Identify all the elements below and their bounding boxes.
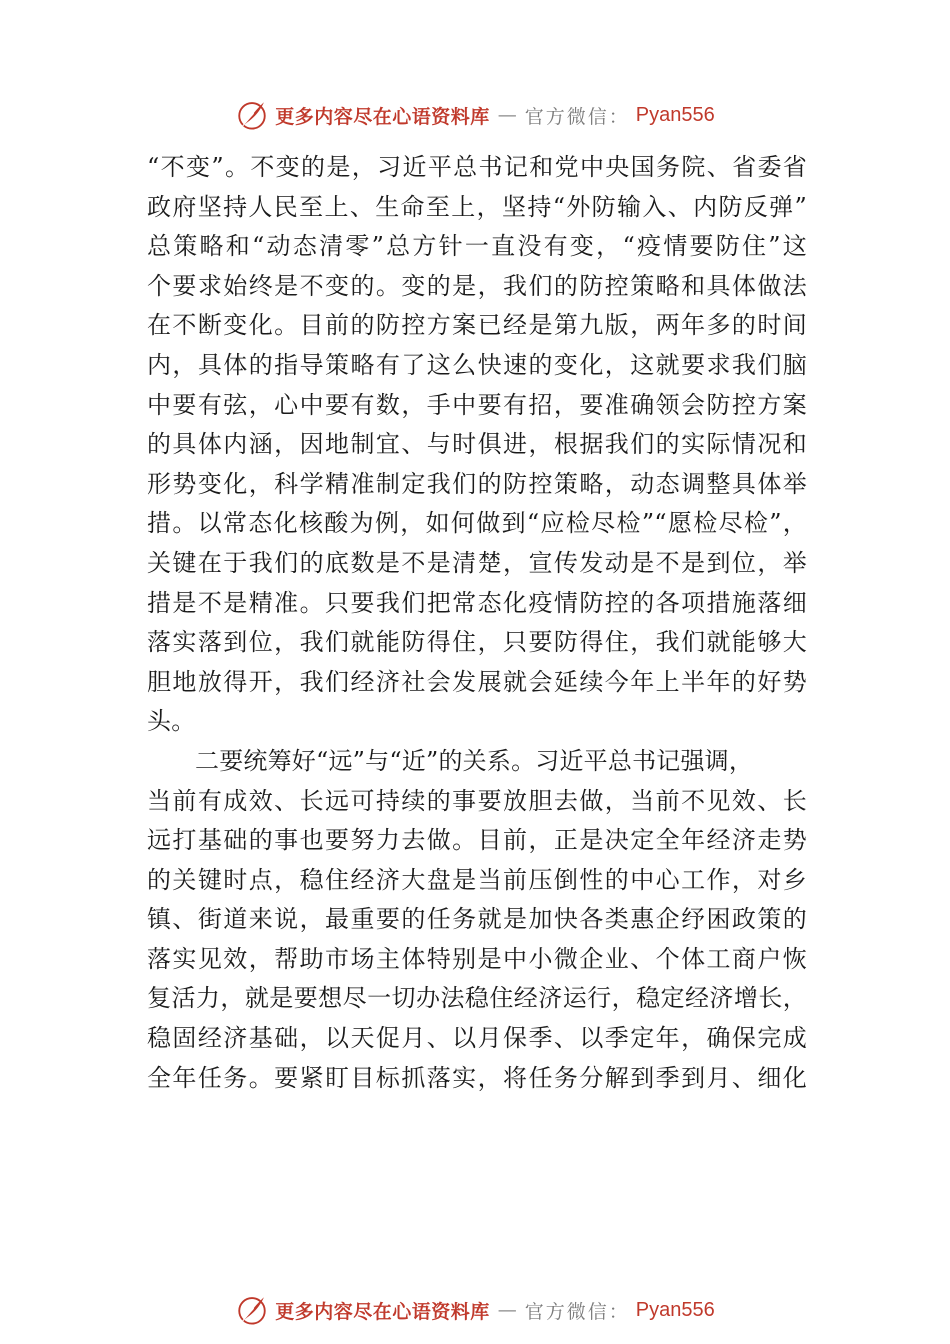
footer-banner-wechat-label: 官方微信： xyxy=(524,1300,630,1323)
body-line: 措是不是精准。只要我们把常态化疫情防控的各项措施落细 xyxy=(147,588,807,617)
body-line: 内，具体的指导策略有了这么快速的变化，这就要求我们脑 xyxy=(147,350,807,379)
body-line: 中要有弦，心中要有数，手中要有招，要准确领会防控方案 xyxy=(147,390,807,419)
body-line: 措。以常态化核酸为例，如何做到“应检尽检”“愿检尽检”， xyxy=(147,509,807,538)
body-line: 落实见效，帮助市场主体特别是中小微企业、个体工商户恢 xyxy=(147,944,807,973)
body-line: 全年任务。要紧盯目标抓落实，将任务分解到季到月、细化 xyxy=(147,1063,807,1092)
feather-pen-logo-icon xyxy=(235,1293,269,1327)
footer-banner xyxy=(0,1290,950,1330)
banner-wechat-label: 官方微信： xyxy=(524,105,630,128)
body-line: 政府坚持人民至上、生命至上，坚持“外防输入、内防反弹” xyxy=(147,192,807,221)
footer-banner-title: 更多内容尽在心语资料库 xyxy=(275,1300,490,1323)
document-body xyxy=(147,148,807,1098)
body-line: 远打基础的事也要努力去做。目前，正是决定全年经济走势 xyxy=(147,826,807,855)
footer-banner-separator: — xyxy=(497,1299,517,1321)
body-line: 的关键时点，稳住经济大盘是当前压倒性的中心工作，对乡 xyxy=(147,865,807,894)
body-line-paragraph-end: 头。 xyxy=(147,707,196,736)
body-line: 个要求始终是不变的。变的是，我们的防控策略和具体做法 xyxy=(147,271,807,300)
body-line: 镇、街道来说，最重要的任务就是加快各类惠企纾困政策的 xyxy=(147,905,807,934)
body-line: 当前有成效、长远可持续的事要放胆去做，当前不见效、长 xyxy=(147,786,807,815)
feather-pen-logo-icon xyxy=(235,98,269,132)
body-line: 胆地放得开，我们经济社会发展就会延续今年上半年的好势 xyxy=(147,667,807,696)
body-line-paragraph-start: 二要统筹好“远”与“近”的关系。习近平总书记强调， xyxy=(195,746,754,775)
body-line: 在不断变化。目前的防控方案已经是第九版，两年多的时间 xyxy=(147,311,807,340)
body-line: 形势变化，科学精准制定我们的防控策略，动态调整具体举 xyxy=(147,469,807,498)
banner-separator: — xyxy=(497,104,517,126)
body-line: 稳固经济基础，以天促月、以月保季、以季定年，确保完成 xyxy=(147,1024,807,1053)
body-line: 关键在于我们的底数是不是清楚，宣传发动是不是到位，举 xyxy=(147,548,807,577)
body-line: 总策略和“动态清零”总方针一直没有变，“疫情要防住”这 xyxy=(147,232,807,261)
body-line: “不变”。不变的是，习近平总书记和党中央国务院、省委省 xyxy=(147,153,807,181)
header-banner xyxy=(0,95,950,135)
body-line: 复活力，就是要想尽一切办法稳住经济运行，稳定经济增长， xyxy=(147,984,807,1013)
banner-wechat-id: Pyan556 xyxy=(635,103,715,126)
body-line: 落实落到位，我们就能防得住，只要防得住，我们就能够大 xyxy=(147,628,807,657)
body-line: 的具体内涵，因地制宜、与时俱进，根据我们的实际情况和 xyxy=(147,430,807,459)
footer-banner-wechat-id: Pyan556 xyxy=(635,1298,715,1321)
banner-title: 更多内容尽在心语资料库 xyxy=(275,105,490,128)
